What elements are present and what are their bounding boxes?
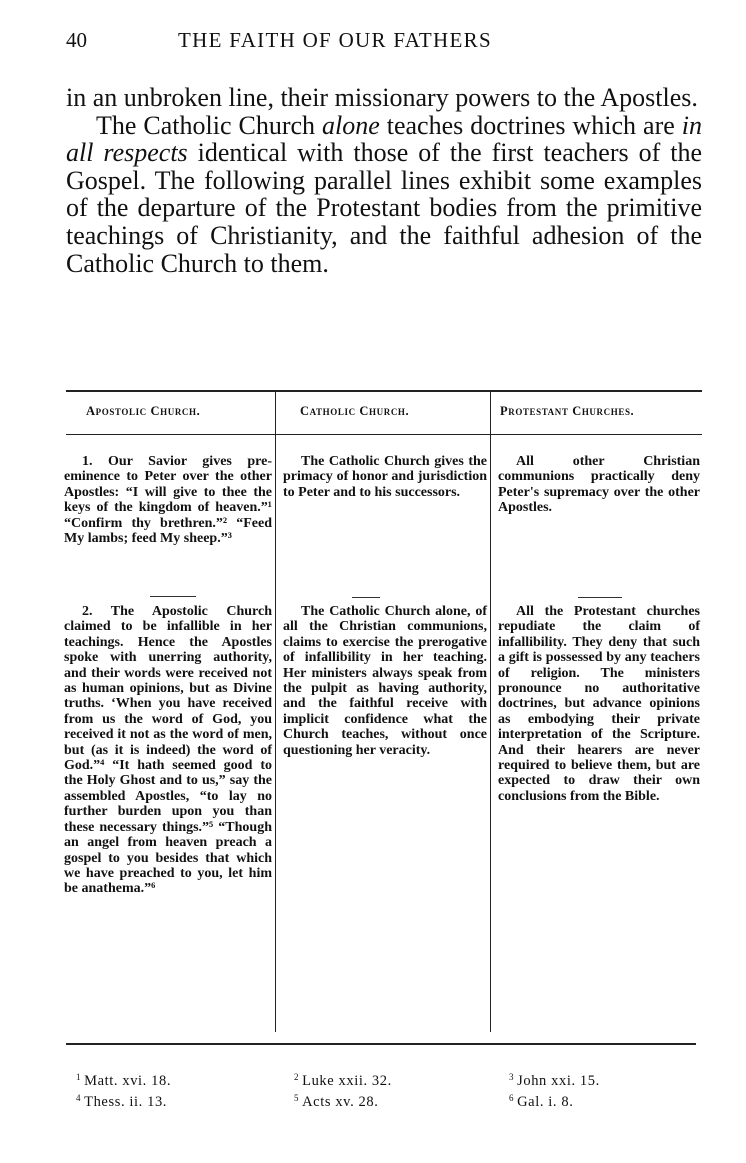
emphasis-in-all-respects: in all respects: [66, 110, 702, 168]
column-divider-1: [275, 392, 276, 1032]
row-separator: [578, 597, 622, 598]
table-cell-apostolic-2: [64, 604, 272, 897]
footnote-text: Matt. xvi. 18.: [84, 1073, 172, 1089]
footnote-text: Luke xxii. 32.: [302, 1073, 392, 1089]
footnote-mark: 1: [76, 1072, 82, 1082]
footnote-mark: 5: [294, 1093, 300, 1103]
row-separator: [150, 596, 196, 597]
intro-text: [66, 84, 702, 277]
footnote-rule: [66, 1043, 696, 1045]
page-number: 40: [66, 28, 87, 52]
footnote: [509, 1093, 573, 1111]
column-header-protestant: Protestant Churches.: [500, 404, 635, 418]
column-divider-2: [490, 392, 491, 1032]
cell-text: All other Christian communions practically deny Peter's supremacy over the other Apostles.: [498, 454, 700, 516]
footnote-text: Gal. i. 8.: [517, 1094, 574, 1110]
footnote-text: Acts xv. 28.: [302, 1094, 379, 1110]
column-header-apostolic: Apostolic Church.: [86, 404, 201, 418]
footnote: [294, 1093, 378, 1111]
intro-p2-segment: identical with those of the first teachers of the Gospel. The following parallel lines exhibit some examples of the departure of the Protestant bodies from the primitive teachings of Christianity, and the faithful adhesion of the Catholic Church to them.: [66, 138, 702, 278]
emphasis-alone: alone: [322, 110, 380, 140]
cell-text: 1. Our Savior gives pre-eminence to Peter over the other Apostles: “I will give to thee the keys of the kingdom of heaven.”¹ “Confirm thy brethren.”² “Feed My lambs; feed My sheep.”³: [64, 454, 272, 547]
footnote: [76, 1072, 171, 1090]
cell-text: The Catholic Church gives the primacy of honor and jurisdiction to Peter and to his successors.: [283, 454, 487, 500]
column-header-catholic: Catholic Church.: [300, 404, 410, 418]
table-header-rule: [66, 434, 702, 435]
table-cell-catholic-2: [283, 604, 487, 758]
footnote-text: Thess. ii. 13.: [84, 1094, 168, 1110]
table-cell-protestant-2: [498, 604, 700, 804]
row-separator: [352, 597, 380, 598]
cell-text: 2. The Apostolic Church claimed to be infallible in her teachings. Hence the Apostles spoke with unerring authority, and their words were received not as human opinions, but as Divine truths. ‘When you have received from us the word of God, you received it not as the word of men, but (as it is indeed) the word of God.”⁴ “It hath seemed good to the Holy Ghost and to us,” say the assembled Apostles, “to lay no further burden upon you than these necessary things.”⁵ “Though an angel from heaven preach a gospel to you besides that which we have preached to you, let him be anathema.”⁶: [64, 604, 272, 897]
table-cell-catholic-1: [283, 454, 487, 500]
intro-p2-segment: teaches doctrines which are: [379, 110, 682, 140]
table-cell-protestant-1: [498, 454, 700, 516]
footnote-mark: 4: [76, 1093, 82, 1103]
table-cell-apostolic-1: [64, 454, 272, 546]
footnote: [509, 1072, 600, 1090]
footnote-text: John xxi. 15.: [517, 1073, 600, 1089]
footnote: [294, 1072, 392, 1090]
running-title: THE FAITH OF OUR FATHERS: [178, 28, 492, 52]
footnote-mark: 2: [294, 1072, 300, 1082]
intro-p2-segment: The Catholic Church: [96, 110, 322, 140]
intro-paragraph-2: [66, 112, 702, 278]
table-top-rule: [66, 390, 702, 392]
footnote: [76, 1093, 167, 1111]
footnote-mark: 3: [509, 1072, 515, 1082]
intro-paragraph-1: in an unbroken line, their missionary powers to the Apostles.: [66, 83, 698, 112]
footnote-mark: 6: [509, 1093, 515, 1103]
running-header: [66, 28, 686, 56]
cell-text: The Catholic Church alone, of all the Christian communions, claims to exercise the prerogative of infallibility in her teaching. Her ministers always speak from the pulpit as having authority, and the faithful receive with implicit confidence what the Church teaches, without once questioning her veracity.: [283, 604, 487, 758]
cell-text: All the Protestant churches repudiate the claim of infallibility. They deny that such a gift is possessed by any teachers of religion. The ministers pronounce no authoritative doctrines, but advance opinions as embodying their private interpretation of the Scripture. And their hearers are never required to believe them, but are expected to draw their own conclusions from the Bible.: [498, 604, 700, 804]
